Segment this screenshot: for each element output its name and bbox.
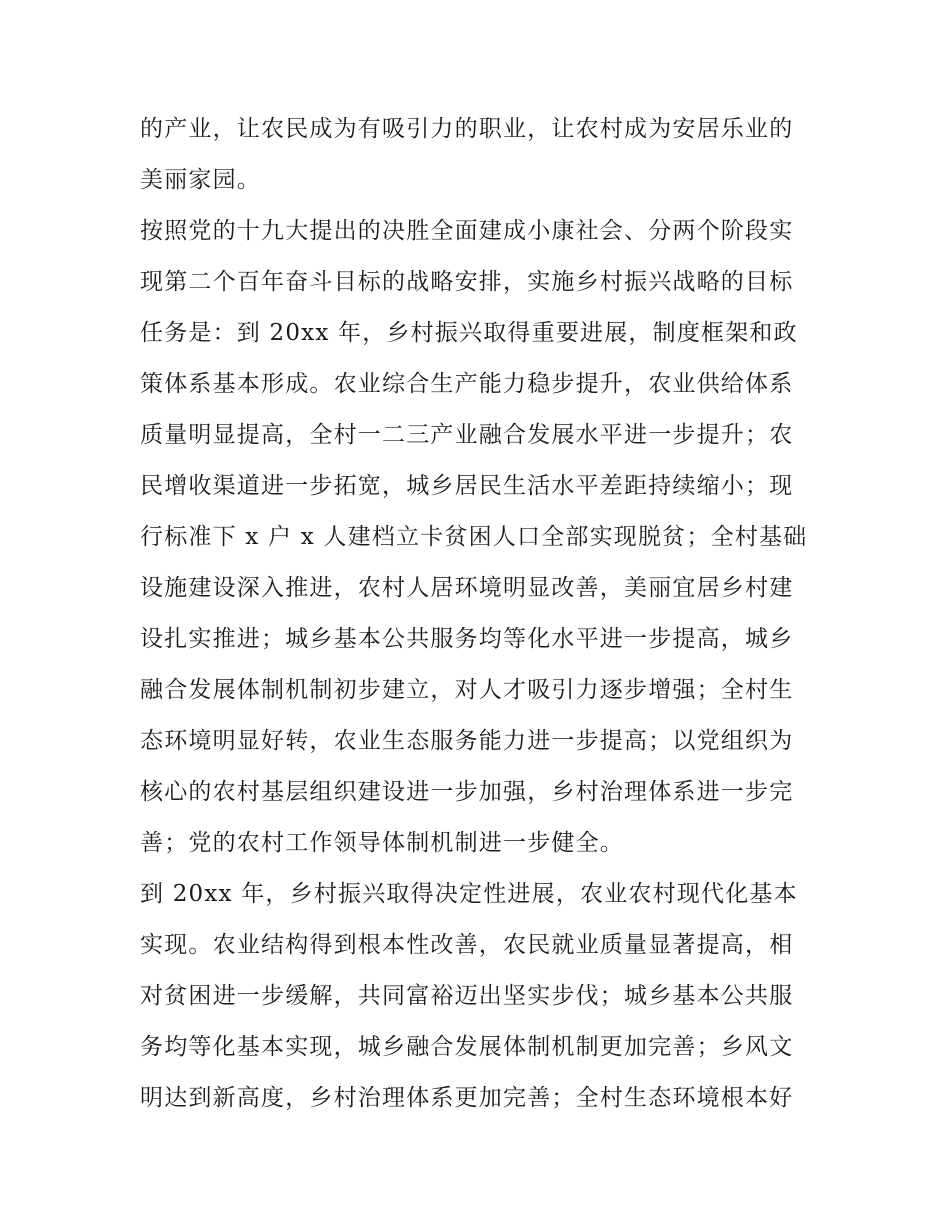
text-line: 善；党的农村工作领导体制机制进一步健全。 bbox=[140, 830, 624, 856]
text-line: 态环境明显好转，农业生态服务能力进一步提高；以党组织为 bbox=[140, 728, 794, 754]
text-line: 质量明显提高，全村一二三产业融合发展水平进一步提升；农 bbox=[140, 422, 794, 448]
text-line: 任务是：到 20xx 年，乡村振兴取得重要进展，制度框架和政 bbox=[140, 320, 798, 346]
text-line: 到 20xx 年，乡村振兴取得决定性进展，农业农村现代化基本 bbox=[140, 881, 798, 907]
text-line: 明达到新高度，乡村治理体系更加完善；全村生态环境根本好 bbox=[140, 1085, 794, 1111]
text-line: 的产业，让农民成为有吸引力的职业，让农村成为安居乐业的 bbox=[140, 116, 794, 142]
text-line: 策体系基本形成。农业综合生产能力稳步提升，农业供给体系 bbox=[140, 371, 794, 397]
text-line: 融合发展体制机制初步建立，对人才吸引力逐步增强；全村生 bbox=[140, 677, 794, 703]
text-line: 核心的农村基层组织建设进一步加强，乡村治理体系进一步完 bbox=[140, 779, 794, 805]
text-line: 现第二个百年奋斗目标的战略安排，实施乡村振兴战略的目标 bbox=[140, 269, 794, 295]
document-body bbox=[140, 104, 820, 1124]
text-line: 实现。农业结构得到根本性改善，农民就业质量显著提高，相 bbox=[140, 932, 794, 958]
text-line: 务均等化基本实现，城乡融合发展体制机制更加完善；乡风文 bbox=[140, 1034, 794, 1060]
text-line: 按照党的十九大提出的决胜全面建成小康社会、分两个阶段实 bbox=[140, 218, 794, 244]
text-line: 设扎实推进；城乡基本公共服务均等化水平进一步提高，城乡 bbox=[140, 626, 794, 652]
text-line: 美丽家园。 bbox=[140, 167, 261, 193]
text-line: 民增收渠道进一步拓宽，城乡居民生活水平差距持续缩小；现 bbox=[140, 473, 794, 499]
text-line: 设施建设深入推进，农村人居环境明显改善，美丽宜居乡村建 bbox=[140, 575, 794, 601]
text-line: 行标准下 x 户 x 人建档立卡贫困人口全部实现脱贫；全村基础 bbox=[140, 524, 808, 550]
text-line: 对贫困进一步缓解，共同富裕迈出坚实步伐；城乡基本公共服 bbox=[140, 983, 794, 1009]
